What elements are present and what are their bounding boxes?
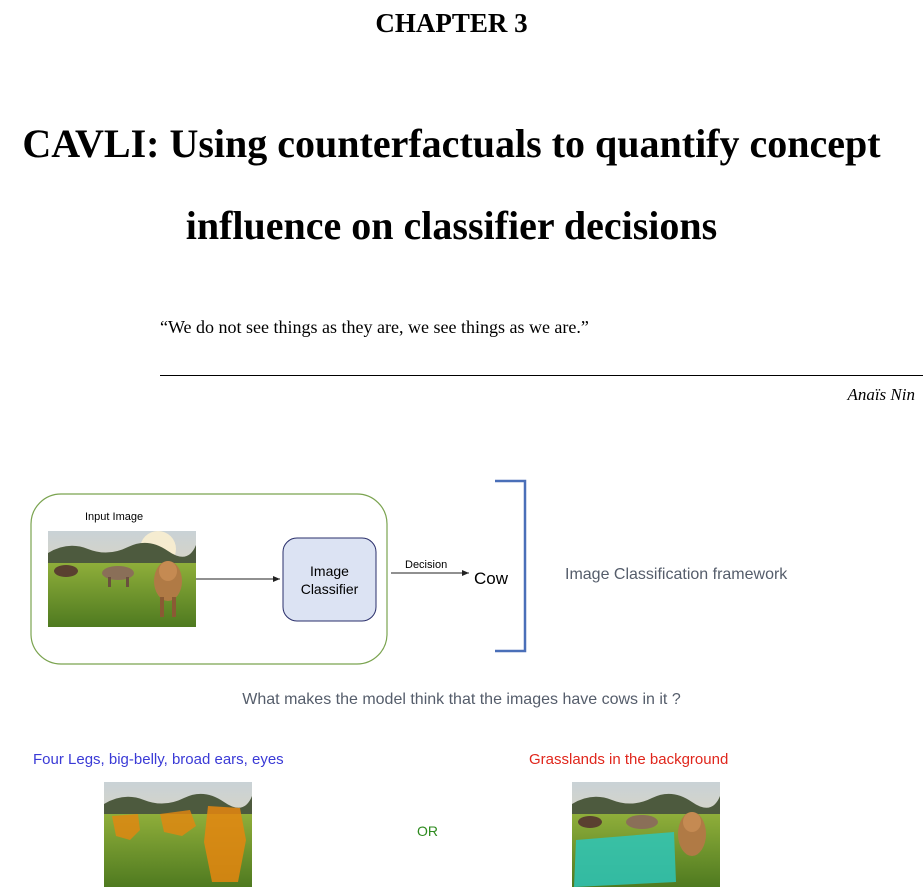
framework-label: Image Classification framework — [565, 566, 788, 583]
chapter-label: CHAPTER 3 — [375, 8, 528, 38]
concept-left-label: Four Legs, big-belly, broad ears, eyes — [33, 751, 284, 768]
epigraph-author: Anaïs Nin — [847, 385, 915, 404]
input-image-label: Input Image — [85, 511, 144, 523]
concept-right-label: Grasslands in the background — [529, 751, 729, 768]
or-label: OR — [417, 823, 438, 839]
epigraph-quote: “We do not see things as they are, we see things as we are.” — [160, 317, 589, 337]
cow-overlay-3 — [204, 806, 246, 882]
input-cow-photo — [48, 531, 196, 627]
output-label: Cow — [474, 569, 509, 588]
classifier-label-line2: Classifier — [300, 581, 359, 597]
epigraph-rule — [160, 375, 923, 376]
grass-concept-photo — [572, 782, 720, 887]
framework-bracket — [495, 481, 525, 651]
classification-figure — [0, 470, 923, 887]
cow-concept-photo — [104, 782, 252, 887]
chapter-title-line-2: influence on classifier decisions — [185, 203, 718, 248]
question-text: What makes the model think that the images have cows in it ? — [242, 691, 681, 708]
classifier-box — [283, 538, 376, 621]
chapter-title-line-1: CAVLI: Using counterfactuals to quantify concept — [22, 121, 881, 166]
decision-label: Decision — [405, 559, 448, 571]
grass-overlay — [574, 832, 676, 887]
classifier-label-line1: Image — [310, 563, 349, 579]
